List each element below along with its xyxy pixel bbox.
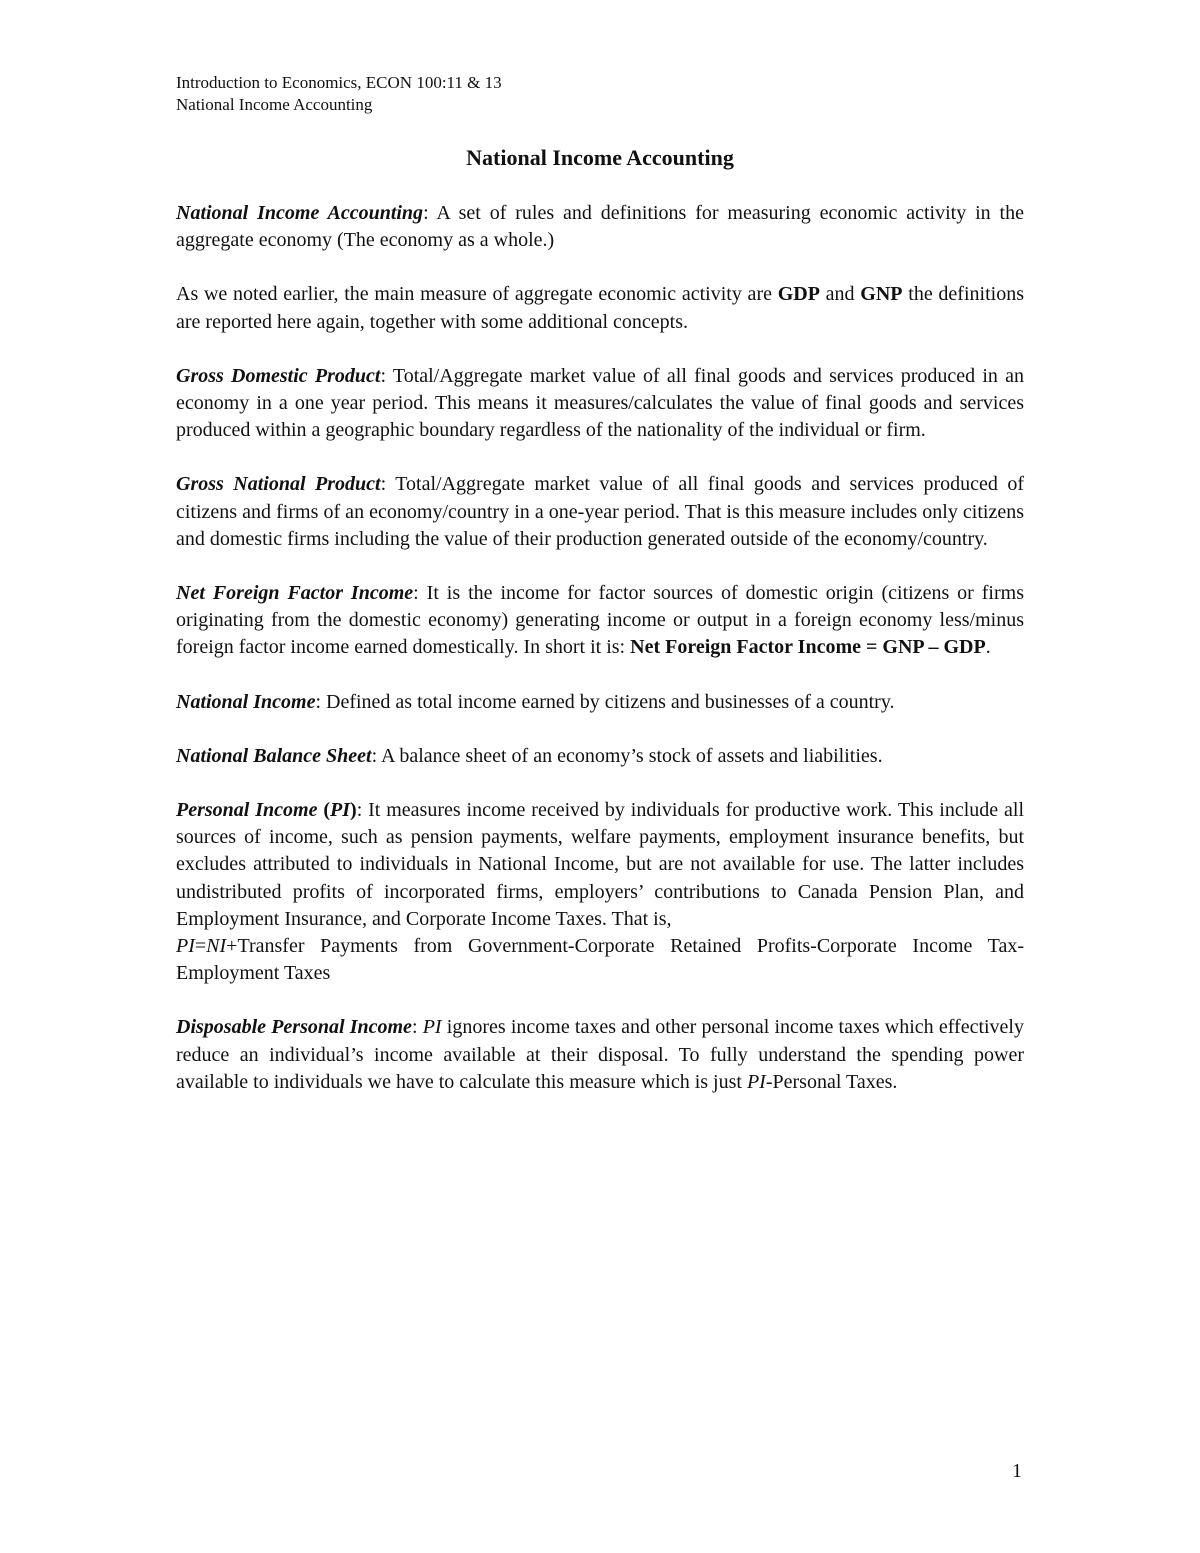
term-label: National Balance Sheet	[176, 744, 372, 767]
term-label: National Income	[176, 690, 316, 713]
running-header	[176, 72, 502, 116]
term-label: Disposable Personal Income	[176, 1016, 412, 1039]
definition-national-balance-sheet	[176, 743, 1024, 770]
gdp-abbr: GDP	[777, 283, 820, 306]
term-label: National Income Accounting	[176, 202, 424, 224]
document-title: National Income Accounting	[466, 145, 734, 170]
intro-paragraph: As we noted earlier, the main measure of aggregate economic activity are GDP and GNP the definitions are reported here again, together with some additional concepts.	[176, 283, 1024, 333]
definition-gdp	[176, 363, 1024, 445]
definition-disposable-personal-income: Disposable Personal Income: PI ignores income taxes and other personal income taxes which effectively reduce an individual’s income available at their disposal. To fully understand the spending power available to individuals we have to calculate this measure which is just PI-Personal Taxes.	[176, 1016, 1024, 1093]
definition-net-foreign-factor-income: Net Foreign Factor Income: It is the income for factor sources of domestic origin (citizens or firms originating from the domestic economy) generating income or output in a foreign economy less/minus foreign factor income earned domestically. In short it is: Net Foreign Factor Income = GNP – GDP.	[176, 582, 1024, 659]
header-course: Introduction to Economics, ECON 100:11 & 13	[176, 73, 502, 92]
page-number: 1	[1012, 1460, 1022, 1482]
definition-text: : It is the income for factor sources of domestic origin (citizens or firms originating from the domestic economy) generating income or output in a foreign economy less/minus foreign factor income earned domestically. In short it is:	[176, 582, 1024, 659]
definition-gnp	[176, 471, 1024, 553]
term-label: Gross National Product	[176, 473, 381, 496]
formula: Net Foreign Factor Income = GNP – GDP	[630, 636, 986, 659]
term-label: Net Foreign Factor Income	[176, 582, 414, 605]
term-label: Personal Income	[176, 799, 318, 822]
definition-text: : A set of rules and definitions for measuring economic activity in the aggregate economy (The economy as a whole.)	[176, 202, 1024, 252]
definition-text: : Total/Aggregate market value of all final goods and services produced in an economy in a one year period. This means it measures/calculates the value of final goods and services produced within a geographic boundary regardless of the nationality of the individual or firm.	[176, 364, 1025, 442]
header-topic: National Income Accounting	[176, 95, 373, 114]
definition-text: ignores income taxes and other personal income taxes which effectively reduce an individual’s income available at their disposal. To fully understand the spending power available to individuals we have to calculate this measure which is just	[176, 1016, 1024, 1093]
definition-text: : It measures income received by individuals for productive work. This include all sources of income, such as pension payments, welfare payments, employment insurance benefits, but excludes attributed to individuals in National Income, but are not available for use. The latter includes undistributed profits of incorporated firms, employers’ contributions to Canada Pension Plan, and Employment Insurance, and Corporate Income Taxes. That is,	[176, 799, 1025, 930]
gnp-abbr: GNP	[860, 283, 903, 306]
document-body	[176, 200, 1024, 1123]
definition-text: : Defined as total income earned by citizens and businesses of a country.	[315, 690, 895, 713]
term-label: Gross Domestic Product	[176, 364, 381, 387]
definition-text: : Total/Aggregate market value of all final goods and services produced of citizens and firms of an economy/country in a one-year period. That is this measure includes only citizens and domestic firms including the value of their production generated outside of the economy/country.	[176, 473, 1025, 550]
definition-national-income-accounting	[176, 200, 1024, 254]
definition-personal-income: Personal Income (PI): It measures income received by individuals for productive work. This include all sources of income, such as pension payments, welfare payments, employment insurance benefits, but excludes attributed to individuals in National Income, but are not available for use. The latter includes undistributed profits of incorporated firms, employers’ contributions to Canada Pension Plan, and Employment Insurance, and Corporate Income Taxes. That is, PI=NI+Transfer Payments from Government-Corporate Retained Profits-Corporate Income Tax-Employment Taxes	[176, 799, 1025, 985]
definition-national-income	[176, 689, 1024, 716]
formula: PI=NI+Transfer Payments from Government-Corporate Retained Profits-Corporate Income Tax-Employment Taxes	[176, 935, 1024, 985]
definition-text: : A balance sheet of an economy’s stock of assets and liabilities.	[371, 744, 883, 767]
